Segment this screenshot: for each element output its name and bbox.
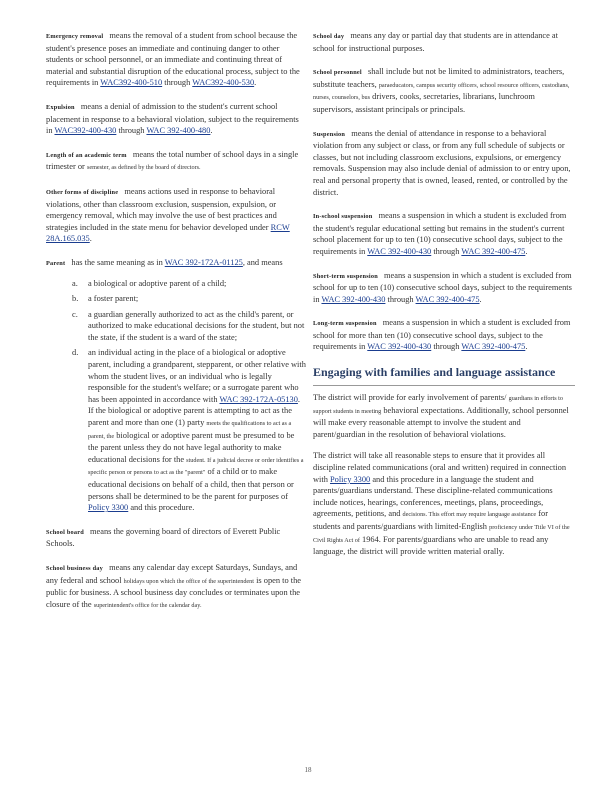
term-label: Length of an academic term	[46, 151, 127, 159]
policy-link[interactable]: Policy 3300	[329, 474, 371, 484]
wac-link[interactable]: WAC 392-400-475	[415, 294, 480, 304]
definition-school-personnel: School personnel shall include but not be limited to administrators, teachers, substitute teachers, paraeducators, campus security officers, school resource officers, custodians, nurses, counselors, bus drivers, cooks, secretaries, librarians, lunchroom supervisors, assistant principals or principals.	[313, 67, 570, 114]
definition-expulsion: Expulsion means a denial of admission to the student's current school placement in response to a behavioral violation, subject to the requirements in WAC392-400-430 through WAC 392-400-480.	[46, 101, 299, 136]
definition-school-board: School board means the governing board of directors of Everett Public Schools.	[46, 526, 281, 549]
term-label: Emergency removal	[46, 33, 104, 40]
rcw-link[interactable]: RCW 28A.165.035	[46, 222, 290, 244]
section-heading: Engaging with families and language assistance	[313, 365, 575, 386]
definition-school-day: School day means any day or partial day that students are in attendance at school for instructional purposes.	[313, 31, 558, 53]
definition-short-term-suspension: Short-term suspension means a suspension in which a student is excluded from school for up to ten (10) consecutive school days, subject to the requirements in WAC 392-400-430 through WAC 392-400-475.	[313, 270, 572, 304]
list-item: c. a guardian generally authorized to act as the child's parent, or authorized to make educational decisions for the student, but not the state, if the student is a ward of the state;	[72, 309, 305, 342]
term-label: Parent	[46, 259, 66, 267]
term-label: School day	[313, 33, 345, 40]
wac-link[interactable]: WAC 392-400-475	[461, 246, 526, 256]
left-column	[46, 30, 306, 623]
parent-list	[46, 278, 306, 514]
paragraph-early-involvement: The district will provide for early involvement of parents/ guardians in efforts to support students in meeting behavioral expectations. Additionally, school personnel will make every reasonable attempt to involve the student and parent/guardian in the resolution of behavioral violations.	[313, 393, 569, 439]
term-label: Suspension	[313, 130, 346, 138]
definition-in-school-suspension: In-school suspension means a suspension in which a student is excluded from the student's regular educational setting but remains in the student's current school placement for up to ten (10) consecutive school days, subject to the requirements in WAC 392-400-430 through WAC 392-400-475.	[313, 211, 567, 256]
term-label: Expulsion	[46, 103, 75, 111]
definition-emergency-removal: Emergency removal means the removal of a student from school because the student's presence poses an immediate and continuing danger to other students or school personnel, or an immediate and continuing threat of material and substantial disruption of the educational process, subject to the requirements in WAC392-400-510 through WAC392-400-530.	[46, 31, 300, 88]
wac-link[interactable]: WAC 392-400-430	[321, 294, 386, 304]
term-label: School personnel	[313, 69, 362, 77]
term-label: School business day	[46, 564, 103, 572]
policy-link[interactable]: Policy 3300	[88, 503, 129, 513]
term-label: School board	[46, 528, 84, 536]
term-label: Long-term suspension	[313, 320, 377, 328]
wac-link[interactable]: WAC 392-172A-01125	[164, 257, 243, 267]
wac-link[interactable]: WAC392-400-510	[100, 78, 163, 88]
wac-link[interactable]: WAC392-400-530	[192, 78, 255, 88]
paragraph-language-assistance: The district will take all reasonable steps to ensure that it provides all discipline related communications (oral and written) required in connection with Policy 3300 and this procedure in a language the student and parents/guardians understand. These discipline-related communications include notices, hearings, conferences, meetings, plans, proceedings, agreements, petitions, and decisions. This effort may require language assistance for students and parents/guardians with limited-English proficiency under Title VI of the Civil Rights Act of 1964. For parents/guardians who are unable to read any language, the district will provide written material orally.	[313, 451, 570, 557]
wac-link[interactable]: WAC 392-400-475	[461, 342, 526, 352]
definition-school-business-day: School business day means any calendar day except Saturdays, Sundays, and any federal and school holidays upon which the office of the superintendent is open to the public for business. A school business day concludes or terminates upon the closure of the superintendent's office for the calendar day.	[46, 562, 301, 609]
wac-link[interactable]: WAC 392-400-430	[367, 246, 432, 256]
list-item: a. a biological or adoptive parent of a child;	[72, 278, 227, 288]
definition-suspension: Suspension means the denial of attendance in response to a behavioral violation from any subject or class, or from any full schedule of subjects or classes, but not including classroom exclusions, expulsions, or emergency removals. Suspension may also include denial of admission to or entry upon, real and personal property that is owned, leased, rented, or controlled by the district.	[313, 128, 571, 197]
definition-long-term-suspension: Long-term suspension means a suspension in which a student is excluded from school for more than ten (10) consecutive school days, subject to the requirements in WAC 392-400-430 through WAC 392-400-475.	[313, 318, 571, 352]
term-label: Other forms of discipline	[46, 188, 119, 196]
right-column	[313, 30, 575, 568]
definition-academic-term: Length of an academic term means the total number of school days in a single trimester or semester, as defined by the board of directors.	[46, 149, 299, 172]
wac-link[interactable]: WAC 392-400-430	[367, 342, 432, 352]
term-label: In-school suspension	[313, 213, 373, 221]
definition-parent: Parent has the same meaning as in WAC 392-172A-01125, and means	[46, 257, 283, 267]
page-number: 18	[304, 766, 312, 774]
wac-link[interactable]: WAC 392-400-480	[146, 126, 211, 136]
list-item: b. a foster parent;	[72, 294, 139, 304]
list-item: d. an individual acting in the place of a biological or adoptive parent, including a grandparent, stepparent, or other relative with whom the student lives, or an individual who is legally responsible for the student's welfare; or a surrogate parent who has been appointed in accordance with WAC 392-172A-05130. If the biological or adoptive parent is attempting to act as the parent and more than one (1) party meets the qualifications to act as a parent, the biological or adoptive parent must be presumed to be the parent unless they do not have legal authority to make educational decisions for the student. If a judicial decree or order identifies a specific person or persons to act as the "parent" of a child or to make educational decisions on behalf of a child, then that person or persons shall be determined to be the parent for purposes of Policy 3300 and this procedure.	[72, 348, 306, 513]
definition-other-discipline: Other forms of discipline means actions used in response to behavioral violations, other than classroom exclusion, suspension, expulsion, or emergency removal, which may involve the use of best practices and strategies included in the state menu for behavior developed under RCW 28A.165.035.	[46, 186, 290, 244]
wac-link[interactable]: WAC392-400-430	[54, 126, 117, 136]
term-label: Short-term suspension	[313, 272, 378, 280]
wac-link[interactable]: WAC 392-172A-05130	[219, 394, 298, 404]
